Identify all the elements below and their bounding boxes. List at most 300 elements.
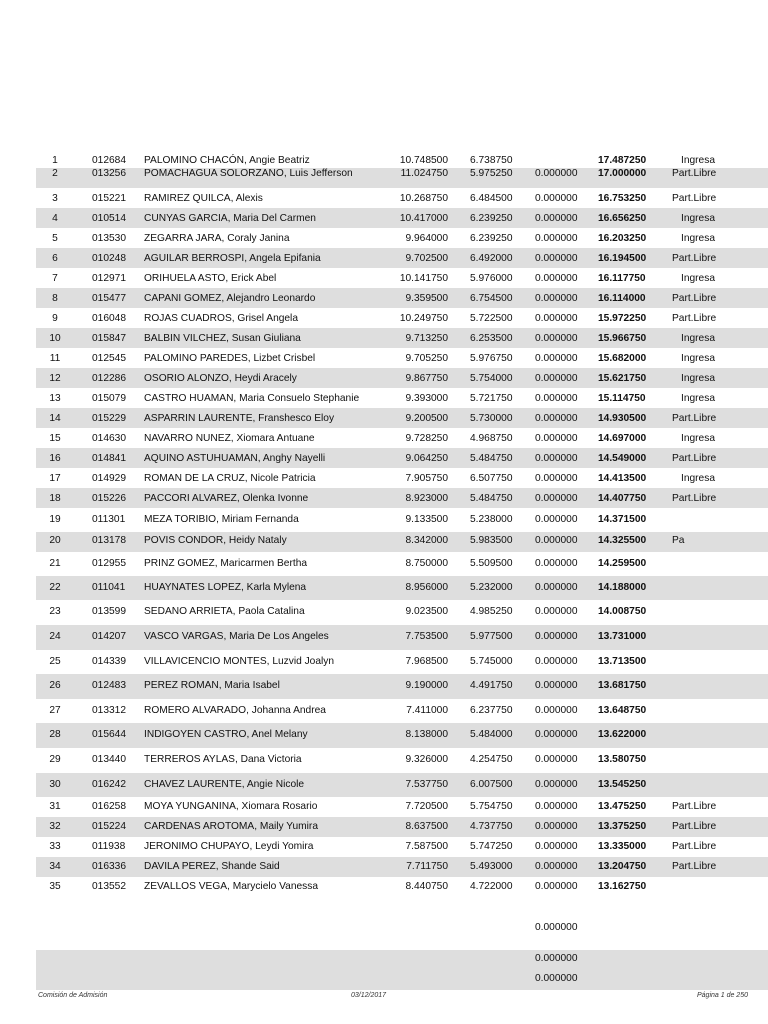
total-score: 15.966750 (598, 333, 647, 344)
score-1: 7.411000 (406, 705, 448, 716)
score-1: 10.141750 (399, 273, 448, 284)
table-row (36, 188, 768, 208)
applicant-code: 013178 (92, 535, 126, 546)
row-number: 10 (49, 333, 61, 344)
applicant-name: ZEVALLOS VEGA, Marycielo Vanessa (144, 881, 319, 892)
applicant-name: ROMAN DE LA CRUZ, Nicole Patricia (144, 473, 316, 484)
score-3: 0.000000 (535, 680, 578, 691)
table-row (36, 368, 768, 388)
applicant-name: RAMIREZ QUILCA, Alexis (144, 193, 263, 204)
applicant-name: INDIGOYEN CASTRO, Anel Melany (144, 729, 308, 740)
score-2: 5.493000 (470, 861, 513, 872)
applicant-name: PACCORI ALVAREZ, Olenka Ivonne (144, 493, 309, 504)
score-3: 0.000000 (535, 558, 578, 569)
admission-status: Ingresa (681, 353, 715, 364)
score-1: 9.200500 (405, 413, 448, 424)
row-number: 3 (52, 193, 58, 204)
score-1: 7.587500 (405, 841, 448, 852)
score-1: 9.190000 (405, 680, 448, 691)
footer-date: 03/12/2017 (351, 992, 387, 999)
admission-status: Ingresa (681, 213, 715, 224)
applicant-code: 011041 (92, 582, 126, 593)
applicant-name: PEREZ ROMAN, Maria Isabel (144, 680, 280, 691)
applicant-name: ZEGARRA JARA, Coraly Janina (144, 233, 290, 244)
footer-page-number: Página 1 de 250 (697, 992, 748, 999)
score-1: 7.711750 (406, 861, 448, 872)
applicant-name: NAVARRO NUNEZ, Xiomara Antuane (144, 433, 315, 444)
table-row (36, 552, 768, 576)
table-row (36, 877, 768, 897)
admission-status: Part.Libre (672, 821, 717, 832)
row-number: 12 (49, 373, 61, 384)
row-number: 18 (49, 493, 61, 504)
total-score: 14.188000 (598, 582, 647, 593)
total-score: 13.648750 (598, 705, 647, 716)
total-score: 13.545250 (598, 779, 647, 790)
score-3: 0.000000 (535, 779, 578, 790)
total-score: 17.000000 (598, 168, 647, 179)
row-number: 16 (49, 453, 61, 464)
table-row (36, 971, 768, 990)
applicant-code: 015229 (92, 413, 126, 424)
applicant-code: 016336 (92, 861, 126, 872)
row-number: 26 (49, 680, 61, 691)
admission-status: Ingresa (681, 373, 715, 384)
applicant-name: ORIHUELA ASTO, Erick Abel (144, 273, 277, 284)
table-row (36, 723, 768, 748)
row-number: 32 (49, 821, 61, 832)
applicant-code: 013530 (92, 233, 126, 244)
table-row (36, 468, 768, 488)
applicant-code: 012684 (92, 155, 126, 166)
total-score: 13.580750 (598, 754, 647, 765)
table-row (36, 248, 768, 268)
table-row (36, 348, 768, 368)
score-1: 10.748500 (399, 155, 448, 166)
row-number: 29 (49, 754, 61, 765)
applicant-code: 010514 (92, 213, 126, 224)
applicant-code: 014929 (92, 473, 126, 484)
score-2: 6.484500 (470, 193, 513, 204)
score-3: 0.000000 (535, 493, 578, 504)
applicant-name: CASTRO HUAMAN, Maria Consuelo Stephanie (144, 393, 360, 404)
footer-commission: Comisión de Admisión (38, 992, 108, 999)
table-row (36, 699, 768, 723)
row-number: 13 (49, 393, 61, 404)
table-row (36, 488, 768, 508)
table-row (36, 268, 768, 288)
admission-status: Ingresa (681, 233, 715, 244)
row-number: 34 (49, 861, 61, 872)
score-1: 8.637500 (405, 821, 448, 832)
admission-status: Ingresa (681, 273, 715, 284)
score-2: 4.737750 (470, 821, 513, 832)
score-1: 9.064250 (405, 453, 448, 464)
total-score: 15.621750 (598, 373, 647, 384)
table-row (36, 388, 768, 408)
score-3: 0.000000 (535, 453, 578, 464)
row-number: 1 (52, 155, 58, 166)
score-1: 9.133500 (405, 514, 448, 525)
score-1: 7.905750 (405, 473, 448, 484)
row-number: 28 (49, 729, 61, 740)
score-3: 0.000000 (535, 514, 578, 525)
table-row (36, 576, 768, 600)
score-1: 9.705250 (405, 353, 448, 364)
applicant-code: 012545 (92, 353, 126, 364)
score-3: 0.000000 (535, 393, 578, 404)
applicant-name: VILLAVICENCIO MONTES, Luzvid Joalyn (144, 656, 335, 667)
applicant-code: 015221 (92, 193, 126, 204)
total-score: 14.413500 (598, 473, 647, 484)
admission-status: Ingresa (681, 393, 715, 404)
results-table (36, 152, 768, 897)
applicant-code: 013256 (92, 168, 126, 179)
total-score: 15.972250 (598, 313, 647, 324)
score-1: 7.968500 (405, 656, 448, 667)
score-3: 0.000000 (535, 606, 578, 617)
applicant-name: AQUINO ASTUHUAMAN, Anghy Nayelli (144, 453, 326, 464)
total-score: 13.713500 (598, 656, 647, 667)
score-3: 0.000000 (535, 213, 578, 224)
score-1: 9.023500 (405, 606, 448, 617)
score-2: 5.754750 (470, 801, 513, 812)
table-row (36, 408, 768, 428)
score-3: 0.000000 (535, 656, 578, 667)
applicant-name: HUAYNATES LOPEZ, Karla Mylena (144, 582, 307, 593)
table-row (36, 448, 768, 468)
score-2: 5.238000 (470, 514, 513, 525)
score-2: 6.754500 (470, 293, 513, 304)
score-1: 9.393000 (405, 393, 448, 404)
score-1: 8.342000 (405, 535, 448, 546)
table-row (36, 308, 768, 328)
score-3: 0.000000 (535, 193, 578, 204)
score-2: 5.484000 (470, 729, 513, 740)
score-2: 5.976000 (470, 273, 513, 284)
score-3: 0.000000 (535, 922, 578, 933)
applicant-name: POMACHAGUA SOLORZANO, Luis Jefferson (144, 168, 353, 179)
score-3: 0.000000 (535, 729, 578, 740)
table-row (36, 837, 768, 857)
score-2: 6.492000 (470, 253, 513, 264)
score-1: 9.964000 (405, 233, 448, 244)
score-1: 8.923000 (405, 493, 448, 504)
row-number: 14 (49, 413, 61, 424)
total-score: 13.335000 (598, 841, 647, 852)
score-3: 0.000000 (535, 473, 578, 484)
total-score: 13.375250 (598, 821, 647, 832)
table-row (36, 208, 768, 228)
applicant-name: PRINZ GOMEZ, Maricarmen Bertha (144, 558, 308, 569)
applicant-name: MEZA TORIBIO, Miriam Fernanda (144, 514, 299, 525)
score-2: 6.239250 (470, 233, 513, 244)
row-number: 6 (52, 253, 58, 264)
applicant-name: VASCO VARGAS, Maria De Los Angeles (144, 631, 329, 642)
score-2: 5.977500 (470, 631, 513, 642)
score-2: 4.722000 (470, 881, 513, 892)
applicant-name: CHAVEZ LAURENTE, Angie Nicole (144, 779, 305, 790)
total-score: 13.475250 (598, 801, 647, 812)
score-2: 4.985250 (470, 606, 513, 617)
table-row (36, 904, 768, 950)
table-row (36, 650, 768, 674)
total-score: 16.656250 (598, 213, 647, 224)
score-2: 4.254750 (470, 754, 513, 765)
applicant-name: ASPARRIN LAURENTE, Franshesco Eloy (144, 413, 335, 424)
score-3: 0.000000 (535, 705, 578, 716)
score-1: 8.138000 (405, 729, 448, 740)
total-score: 14.325500 (598, 535, 647, 546)
score-3: 0.000000 (535, 253, 578, 264)
total-score: 13.622000 (598, 729, 647, 740)
score-3: 0.000000 (535, 293, 578, 304)
score-2: 5.983500 (470, 535, 513, 546)
score-2: 4.491750 (470, 680, 513, 691)
admission-status: Ingresa (681, 333, 715, 344)
score-2: 5.976750 (470, 353, 513, 364)
admission-status: Part.Libre (672, 168, 717, 179)
score-2: 6.007500 (470, 779, 513, 790)
admission-status: Part.Libre (672, 493, 717, 504)
applicant-name: JERONIMO CHUPAYO, Leydi Yomira (144, 841, 314, 852)
row-number: 11 (49, 353, 61, 364)
admission-status: Ingresa (681, 433, 715, 444)
applicant-name: CAPANI GOMEZ, Alejandro Leonardo (144, 293, 316, 304)
admission-status: Part.Libre (672, 313, 717, 324)
score-1: 8.750000 (405, 558, 448, 569)
applicant-code: 016258 (92, 801, 126, 812)
score-1: 9.728250 (405, 433, 448, 444)
applicant-code: 015477 (92, 293, 126, 304)
table-row (36, 508, 768, 532)
score-1: 7.537750 (405, 779, 448, 790)
table-row (36, 532, 768, 552)
score-2: 5.484750 (470, 493, 513, 504)
total-score: 14.697000 (598, 433, 647, 444)
applicant-name: BALBIN VILCHEZ, Susan Giuliana (144, 333, 301, 344)
row-number: 24 (49, 631, 61, 642)
admission-status: Ingresa (681, 155, 715, 166)
table-row (36, 748, 768, 773)
table-row (36, 625, 768, 650)
applicant-code: 015644 (92, 729, 126, 740)
score-2: 5.232000 (470, 582, 513, 593)
admission-status: Part.Libre (672, 293, 717, 304)
applicant-code: 012286 (92, 373, 126, 384)
score-3: 0.000000 (535, 373, 578, 384)
total-score: 13.731000 (598, 631, 647, 642)
score-1: 11.024750 (400, 168, 448, 179)
row-number: 35 (49, 881, 61, 892)
total-score: 14.930500 (598, 413, 647, 424)
applicant-name: PALOMINO PAREDES, Lizbet Crisbel (144, 353, 316, 364)
score-3: 0.000000 (535, 861, 578, 872)
score-1: 8.440750 (405, 881, 448, 892)
applicant-name: SEDANO ARRIETA, Paola Catalina (144, 606, 305, 617)
score-3: 0.000000 (535, 433, 578, 444)
row-number: 27 (49, 705, 61, 716)
score-3: 0.000000 (535, 333, 578, 344)
score-1: 10.249750 (399, 313, 448, 324)
applicant-name: OSORIO ALONZO, Heydi Aracely (144, 373, 297, 384)
row-number: 15 (49, 433, 61, 444)
row-number: 8 (52, 293, 58, 304)
applicant-code: 010248 (92, 253, 126, 264)
applicant-name: CARDENAS AROTOMA, Maily Yumira (144, 821, 318, 832)
score-2: 6.253500 (470, 333, 513, 344)
row-number: 17 (49, 473, 61, 484)
table-row (36, 152, 768, 168)
score-3: 0.000000 (535, 168, 578, 179)
table-row (36, 328, 768, 348)
total-score: 17.487250 (598, 155, 647, 166)
applicant-code: 014841 (92, 453, 126, 464)
table-row (36, 950, 768, 971)
admission-status: Part.Libre (672, 413, 717, 424)
score-2: 5.975250 (470, 168, 513, 179)
score-1: 9.359500 (405, 293, 448, 304)
applicant-code: 013440 (92, 754, 126, 765)
score-1: 9.702500 (405, 253, 448, 264)
applicant-code: 016242 (92, 779, 126, 790)
applicant-code: 011301 (92, 514, 126, 525)
row-number: 30 (49, 779, 61, 790)
row-number: 2 (52, 168, 58, 179)
score-3: 0.000000 (535, 821, 578, 832)
admission-status: Ingresa (681, 473, 715, 484)
score-2: 5.721750 (470, 393, 513, 404)
total-score: 13.681750 (598, 680, 647, 691)
score-1: 7.753500 (405, 631, 448, 642)
applicant-code: 012483 (92, 680, 126, 691)
row-number: 22 (49, 582, 61, 593)
total-score: 13.204750 (598, 861, 647, 872)
applicant-code: 012971 (92, 273, 126, 284)
total-score: 15.114750 (598, 393, 646, 404)
total-score: 16.753250 (598, 193, 647, 204)
score-1: 8.956000 (405, 582, 448, 593)
row-number: 21 (49, 558, 61, 569)
score-2: 6.507750 (470, 473, 513, 484)
score-3: 0.000000 (535, 233, 578, 244)
score-2: 5.509500 (470, 558, 513, 569)
score-3: 0.000000 (535, 353, 578, 364)
score-3: 0.000000 (535, 841, 578, 852)
applicant-code: 011938 (92, 841, 126, 852)
score-3: 0.000000 (535, 801, 578, 812)
applicant-name: MOYA YUNGANINA, Xiomara Rosario (144, 801, 318, 812)
table-row (36, 228, 768, 248)
score-2: 5.745000 (470, 656, 513, 667)
applicant-code: 012955 (92, 558, 126, 569)
score-3: 0.000000 (535, 535, 578, 546)
score-2: 6.237750 (470, 705, 513, 716)
applicant-name: TERREROS AYLAS, Dana Victoria (144, 754, 302, 765)
table-row (36, 817, 768, 837)
table-row (36, 428, 768, 448)
total-score: 14.008750 (598, 606, 647, 617)
applicant-code: 015847 (92, 333, 126, 344)
extra-rows (36, 904, 768, 990)
score-2: 6.738750 (470, 155, 513, 166)
row-number: 20 (49, 535, 61, 546)
row-number: 33 (49, 841, 61, 852)
total-score: 16.203250 (598, 233, 647, 244)
table-row (36, 168, 768, 188)
applicant-code: 013599 (92, 606, 126, 617)
applicant-code: 016048 (92, 313, 126, 324)
score-2: 5.484750 (470, 453, 513, 464)
admission-status: Part.Libre (672, 453, 717, 464)
score-3: 0.000000 (535, 631, 578, 642)
admission-status: Part.Libre (672, 861, 717, 872)
row-number: 7 (52, 273, 58, 284)
score-3: 0.000000 (535, 754, 578, 765)
total-score: 14.407750 (598, 493, 647, 504)
score-1: 9.713250 (405, 333, 448, 344)
score-2: 5.730000 (470, 413, 513, 424)
row-number: 31 (49, 801, 61, 812)
applicant-name: POVIS CONDOR, Heidy Nataly (144, 535, 287, 546)
score-3: 0.000000 (535, 273, 578, 284)
row-number: 9 (52, 313, 58, 324)
applicant-code: 015226 (92, 493, 126, 504)
admission-status: Part.Libre (672, 841, 717, 852)
row-number: 4 (52, 213, 58, 224)
score-1: 10.268750 (399, 193, 448, 204)
admission-status: Part.Libre (672, 801, 717, 812)
total-score: 14.371500 (598, 514, 647, 525)
applicant-code: 014339 (92, 656, 126, 667)
score-2: 5.747250 (470, 841, 513, 852)
row-number: 19 (49, 514, 61, 525)
applicant-code: 014207 (92, 631, 126, 642)
score-2: 5.722500 (470, 313, 513, 324)
score-3: 0.000000 (535, 881, 578, 892)
applicant-name: ROMERO ALVARADO, Johanna Andrea (144, 705, 326, 716)
applicant-code: 014630 (92, 433, 126, 444)
admission-status: Pa (672, 535, 685, 546)
total-score: 16.114000 (598, 293, 646, 304)
applicant-code: 015079 (92, 393, 126, 404)
applicant-code: 015224 (92, 821, 126, 832)
total-score: 16.194500 (598, 253, 647, 264)
table-row (36, 600, 768, 625)
applicant-name: AGUILAR BERROSPI, Angela Epifania (144, 253, 321, 264)
applicant-name: CUNYAS GARCIA, Maria Del Carmen (144, 213, 316, 224)
row-number: 5 (52, 233, 58, 244)
total-score: 15.682000 (598, 353, 647, 364)
admission-status: Part.Libre (672, 253, 717, 264)
score-1: 9.867750 (405, 373, 448, 384)
score-3: 0.000000 (535, 413, 578, 424)
table-row (36, 674, 768, 699)
total-score: 13.162750 (598, 881, 647, 892)
row-number: 25 (49, 656, 61, 667)
applicant-code: 013552 (92, 881, 126, 892)
score-1: 7.720500 (405, 801, 448, 812)
table-row (36, 857, 768, 877)
table-row (36, 288, 768, 308)
table-row (36, 797, 768, 817)
score-2: 4.968750 (470, 433, 513, 444)
total-score: 16.117750 (598, 273, 646, 284)
table-row (36, 773, 768, 797)
total-score: 14.549000 (598, 453, 647, 464)
score-3: 0.000000 (535, 582, 578, 593)
applicant-name: PALOMINO CHACÓN, Angie Beatriz (144, 155, 310, 166)
